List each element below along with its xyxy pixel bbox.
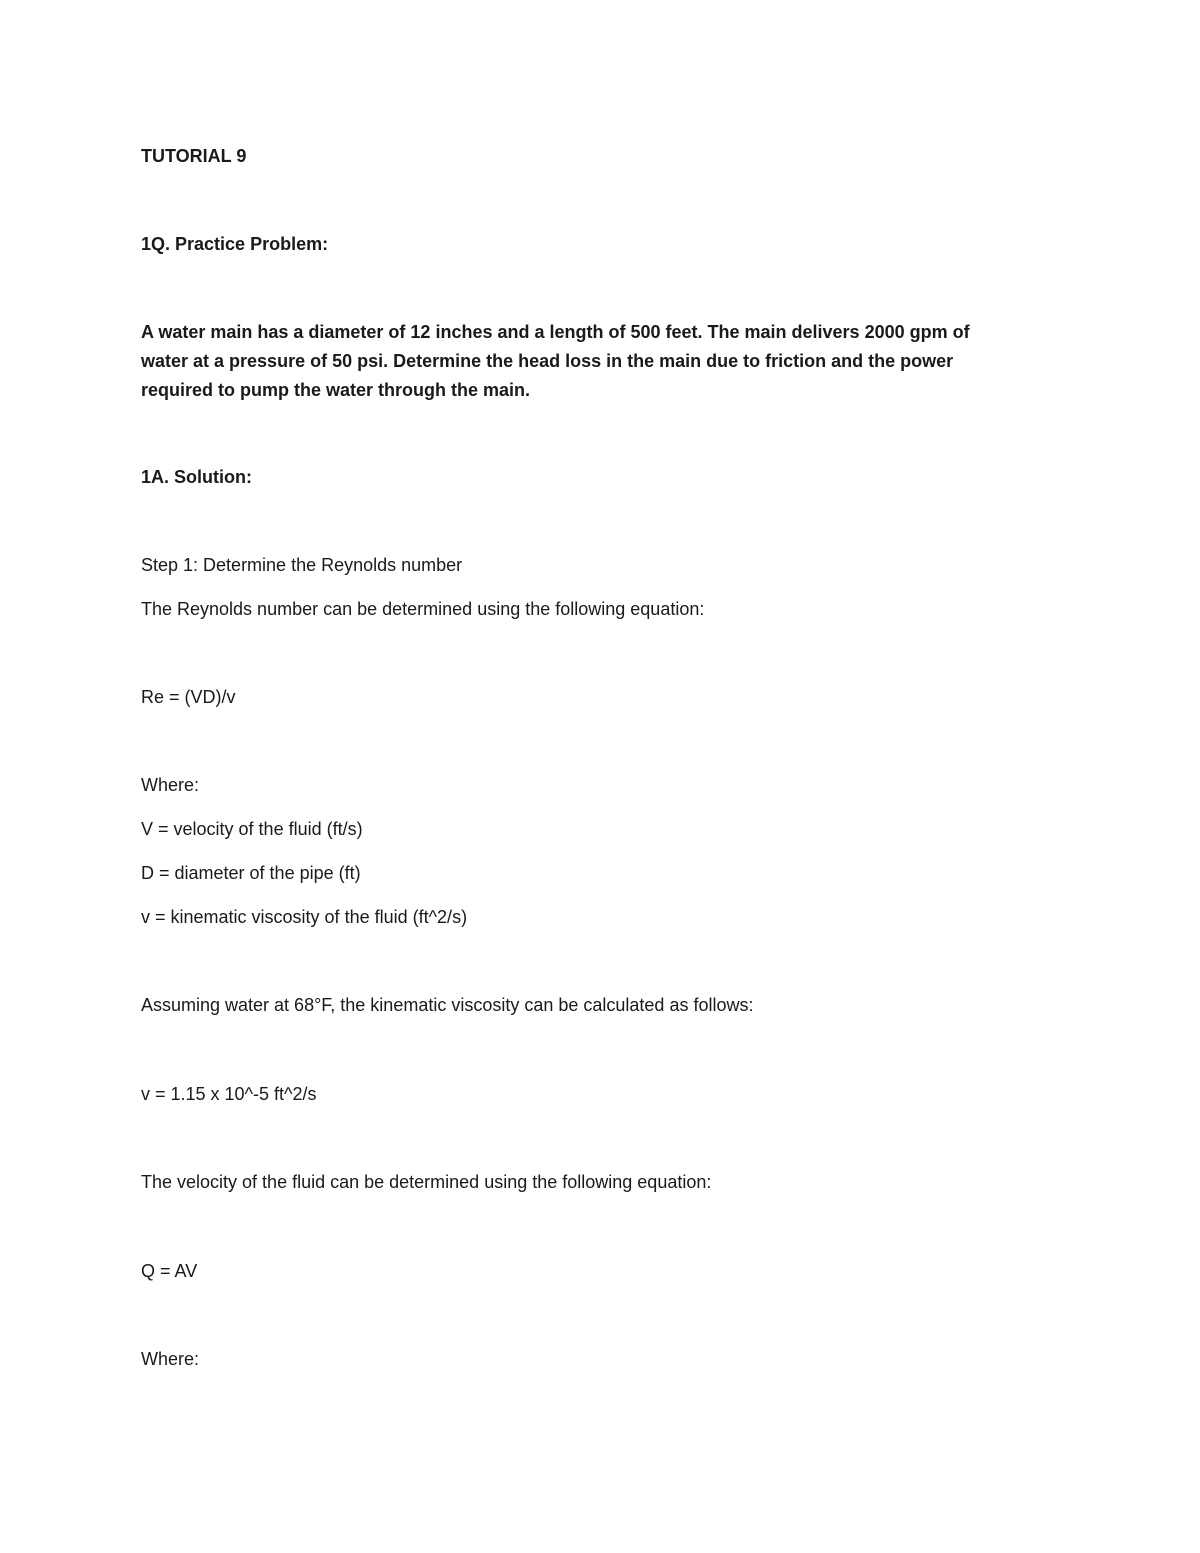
reynolds-equation: Re = (VD)/v — [141, 687, 236, 707]
definition-diameter: D = diameter of the pipe (ft) — [141, 863, 361, 883]
definition-viscosity: v = kinematic viscosity of the fluid (ft^2/s) — [141, 907, 468, 927]
problem-statement — [141, 318, 1041, 405]
step1-title: Step 1: Determine the Reynolds number — [141, 555, 463, 575]
problem-line: required to pump the water through the main. — [141, 380, 531, 400]
problem-line: water at a pressure of 50 psi. Determine the head loss in the main due to friction and the power — [141, 351, 954, 371]
where-label-2: Where: — [141, 1349, 200, 1369]
assumption-text: Assuming water at 68°F, the kinematic viscosity can be calculated as follows: — [141, 995, 754, 1015]
document-title: TUTORIAL 9 — [141, 146, 247, 166]
viscosity-value: v = 1.15 x 10^-5 ft^2/s — [141, 1084, 317, 1104]
reynolds-intro: The Reynolds number can be determined using the following equation: — [141, 599, 705, 619]
question-heading: 1Q. Practice Problem: — [141, 234, 329, 254]
problem-line: A water main has a diameter of 12 inches and a length of 500 feet. The main delivers 2000 gpm of — [141, 322, 970, 342]
definition-velocity: V = velocity of the fluid (ft/s) — [141, 819, 363, 839]
velocity-intro: The velocity of the fluid can be determined using the following equation: — [141, 1172, 712, 1192]
flow-equation: Q = AV — [141, 1261, 198, 1281]
solution-heading: 1A. Solution: — [141, 467, 252, 487]
where-label: Where: — [141, 775, 200, 795]
